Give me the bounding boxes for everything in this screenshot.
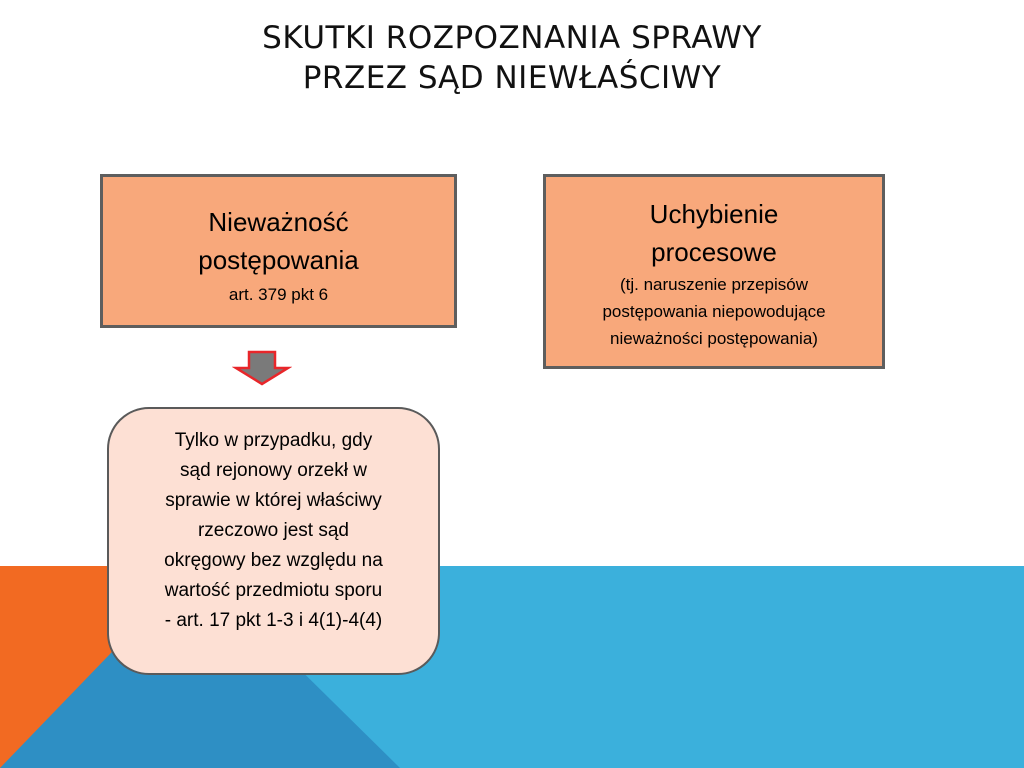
condition-line: Tylko w przypadku, gdy xyxy=(174,430,373,451)
slide-title xyxy=(0,18,1024,98)
condition-line: - art. 17 pkt 1-3 i 4(1)-4(4) xyxy=(164,610,383,631)
nullity-line-2: postępowania xyxy=(198,245,359,275)
procedural-error-note-3: nieważności postępowania) xyxy=(610,329,818,348)
title-line-2: PRZEZ SĄD NIEWŁAŚCIWY xyxy=(302,60,722,96)
procedural-error-note-2: postępowania niepowodujące xyxy=(602,302,826,321)
title-line-1: SKUTKI ROZPOZNANIA SPRAWY xyxy=(262,20,762,56)
nullity-line-1: Nieważność xyxy=(208,207,349,237)
nullity-article-ref: art. 379 pkt 6 xyxy=(228,285,329,304)
procedural-error-box xyxy=(543,174,885,369)
procedural-error-line-2: procesowe xyxy=(651,237,777,267)
condition-line: wartość przedmiotu sporu xyxy=(164,580,383,601)
down-arrow-icon xyxy=(232,350,292,386)
nullity-box xyxy=(100,174,457,328)
condition-line: sąd rejonowy orzekł w xyxy=(180,460,367,481)
condition-line: rzeczowo jest sąd xyxy=(197,520,349,541)
procedural-error-line-1: Uchybienie xyxy=(649,199,779,229)
procedural-error-note-1: (tj. naruszenie przepisów xyxy=(619,275,809,294)
condition-box xyxy=(107,407,440,675)
condition-line: sprawie w której właściwy xyxy=(165,490,382,511)
condition-line: okręgowy bez względu na xyxy=(164,550,383,571)
